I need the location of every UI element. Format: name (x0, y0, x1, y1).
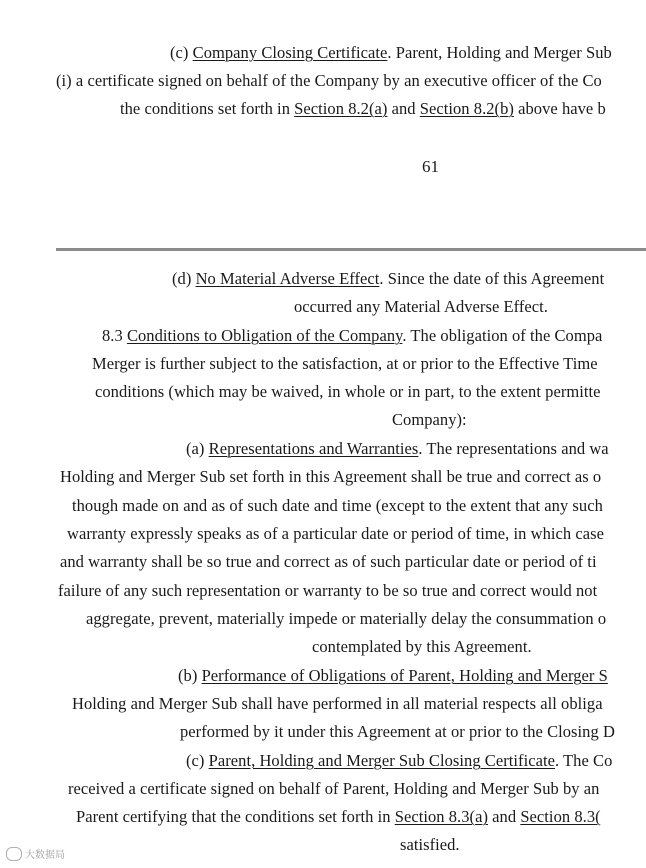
text-line (72, 496, 603, 516)
text-line (67, 524, 604, 544)
text-line (120, 99, 606, 119)
text-run: . The representations and wa (418, 439, 609, 458)
text-run: . Since the date of this Agreement (379, 269, 605, 288)
text-run: (d) (172, 269, 196, 288)
section-heading: Representations and Warranties (208, 439, 419, 458)
text-run: conditions (which may be waived, in whole or in part, to the extent permitte (95, 382, 601, 401)
text-run: received a certificate signed on behalf of Parent, Holding and Merger Sub by an (68, 779, 600, 798)
text-line (294, 297, 548, 317)
text-line (68, 779, 599, 799)
text-run: Company): (392, 410, 467, 429)
text-run: (c) (186, 751, 209, 770)
section-reference: Section 8.3(a) (394, 807, 488, 826)
text-line (95, 382, 601, 402)
text-line (186, 439, 609, 459)
text-run: satisfied. (400, 835, 460, 854)
text-line (60, 467, 601, 487)
text-run: . The obligation of the Compa (402, 326, 603, 345)
section-heading: No Material Adverse Effect (195, 269, 380, 288)
text-run: occurred any Material Adverse Effect. (294, 297, 548, 316)
section-heading: Conditions to Obligation of the Company (126, 326, 403, 345)
text-run: though made on and as of such date and time (except to the extent that any such (72, 496, 603, 515)
section-reference: Section 8.2(a) (294, 99, 388, 118)
text-run: Parent certifying that the conditions set forth in (76, 807, 395, 826)
watermark (6, 846, 65, 861)
text-run: Merger is further subject to the satisfaction, at or prior to the Effective Time (92, 354, 598, 373)
text-run: above have b (513, 99, 606, 118)
text-line (86, 609, 606, 629)
text-run: Holding and Merger Sub shall have performed in all material respects all obliga (72, 694, 603, 713)
section-heading: Performance of Obligations of Parent, Holding and Merger S (201, 666, 608, 685)
text-line (72, 694, 603, 714)
text-run: (i) a certificate signed on behalf of the Company by an executive officer of the Co (56, 71, 602, 90)
text-line (76, 807, 601, 827)
text-run: performed by it under this Agreement at or prior to the Closing D (180, 722, 615, 741)
text-line (102, 326, 602, 346)
text-run: and (387, 99, 420, 118)
text-line (392, 410, 467, 430)
text-run: the conditions set forth in (120, 99, 295, 118)
text-run: (a) (186, 439, 209, 458)
text-run: aggregate, prevent, materially impede or materially delay the consummation o (86, 609, 607, 628)
text-run: failure of any such representation or warranty to be so true and correct would not (58, 581, 598, 600)
text-line (170, 43, 612, 63)
text-run: (c) (170, 43, 193, 62)
page-separator (56, 248, 646, 251)
text-line (312, 637, 532, 657)
watermark-logo-icon (6, 847, 22, 861)
section-reference: Section 8.3( (520, 807, 601, 826)
text-run: warranty expressly speaks as of a particular date or period of time, in which case (67, 524, 604, 543)
text-run: . Parent, Holding and Merger Sub (387, 43, 612, 62)
section-heading: Parent, Holding and Merger Sub Closing Certificate (208, 751, 555, 770)
text-line (400, 835, 460, 855)
text-run: . The Co (554, 751, 613, 770)
text-run: 8.3 (102, 326, 127, 345)
text-line (56, 71, 602, 91)
section-reference: Section 8.2(b) (419, 99, 514, 118)
text-line (178, 666, 608, 686)
text-run: contemplated by this Agreement. (312, 637, 532, 656)
text-run: (b) (178, 666, 202, 685)
text-line (172, 269, 604, 289)
text-line (60, 552, 597, 572)
section-heading: Company Closing Certificate (192, 43, 388, 62)
text-line (180, 722, 615, 742)
text-line (186, 751, 612, 771)
text-line (92, 354, 598, 374)
watermark-text: 大数据局 (25, 850, 65, 861)
text-run: Holding and Merger Sub set forth in this Agreement shall be true and correct as o (60, 467, 602, 486)
page-number: 61 (422, 157, 439, 176)
text-run: and warranty shall be so true and correct as of such particular date or period of ti (60, 552, 597, 571)
text-line (58, 581, 597, 601)
text-run: and (488, 807, 521, 826)
